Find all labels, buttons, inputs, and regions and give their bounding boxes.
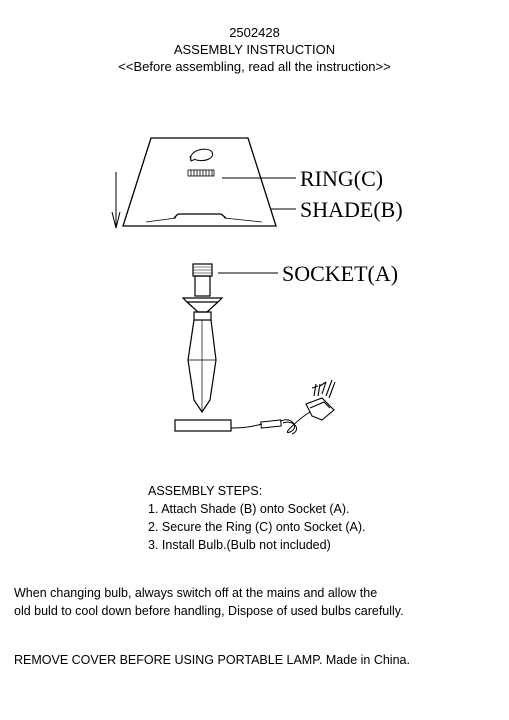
- warning-line: When changing bulb, always switch off at the mains and allow the: [14, 586, 378, 600]
- safety-warning: [14, 584, 404, 620]
- document-title: ASSEMBLY INSTRUCTION: [173, 42, 336, 57]
- down-arrow-icon: [112, 172, 120, 228]
- steps-heading: ASSEMBLY STEPS:: [148, 484, 263, 498]
- product-code: 2502428: [229, 25, 280, 40]
- socket-label: SOCKET(A): [282, 261, 399, 286]
- document-subtitle: <<Before assembling, read all the instruction>>: [118, 59, 391, 74]
- lamp-base: [175, 264, 231, 431]
- footer-notice: REMOVE COVER BEFORE USING PORTABLE LAMP. Made in China.: [14, 653, 410, 667]
- step-item: 1. Attach Shade (B) onto Socket (A).: [148, 502, 350, 516]
- ring-c: [188, 170, 214, 176]
- ring-label: RING(C): [300, 166, 384, 191]
- assembly-steps: [148, 482, 365, 554]
- shade-label: SHADE(B): [300, 197, 403, 222]
- warning-line: old buld to cool down before handling, Dispose of used bulbs carefully.: [14, 604, 404, 618]
- rotate-arrow-icon: [190, 149, 213, 161]
- plug-icon: [306, 380, 335, 420]
- lamp-assembly-diagram: [0, 120, 509, 440]
- lamp-shade: [123, 138, 276, 226]
- step-item: 2. Secure the Ring (C) onto Socket (A).: [148, 520, 366, 534]
- step-item: 3. Install Bulb.(Bulb not included): [148, 538, 331, 552]
- power-cord: [231, 412, 310, 434]
